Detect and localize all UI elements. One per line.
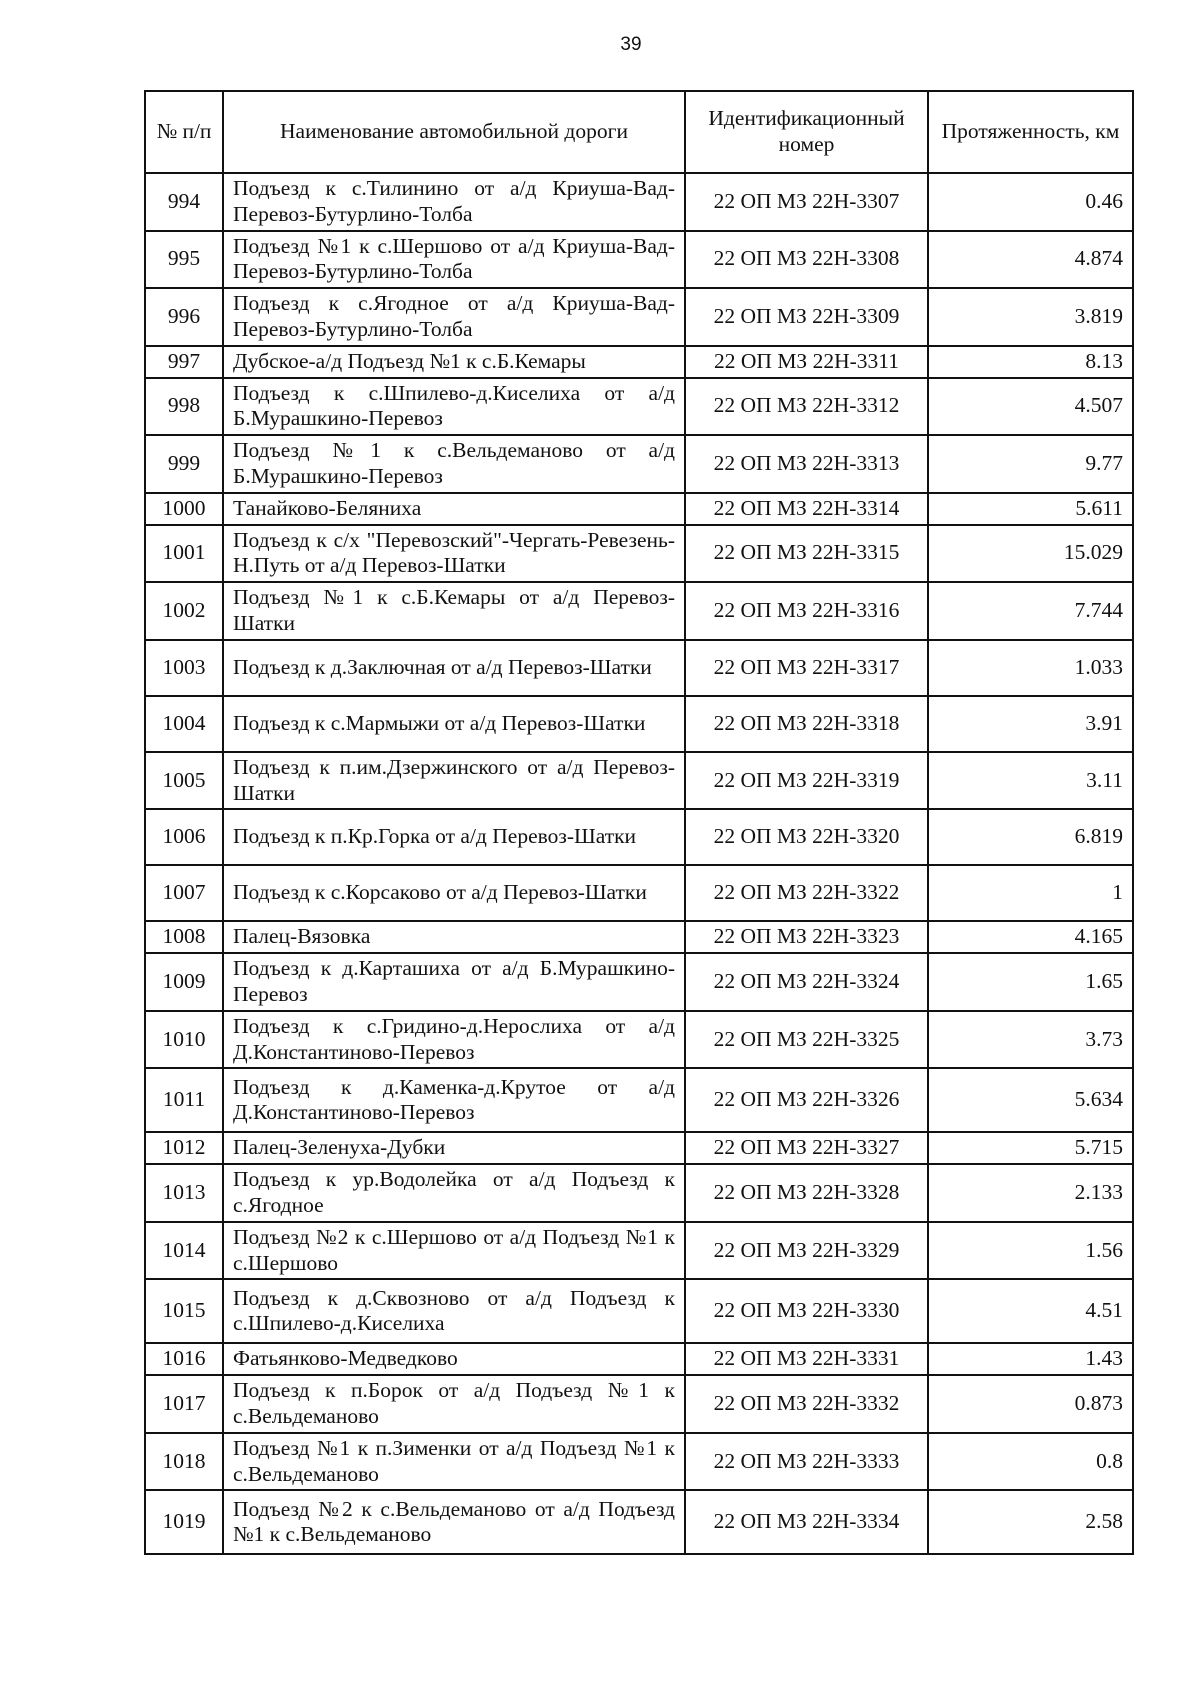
cell-road-name: Дубское-а/д Подъезд №1 к с.Б.Кемары [223, 346, 685, 378]
cell-number: 1009 [145, 953, 223, 1011]
cell-number: 1017 [145, 1375, 223, 1433]
table-row [145, 1132, 1133, 1164]
cell-number: 1018 [145, 1433, 223, 1491]
table-row [145, 525, 1133, 583]
table-row [145, 493, 1133, 525]
table-row [145, 1068, 1133, 1132]
cell-length: 9.77 [928, 435, 1133, 493]
cell-identification-number: 22 ОП МЗ 22Н-3323 [685, 921, 928, 953]
cell-identification-number: 22 ОП МЗ 22Н-3317 [685, 640, 928, 696]
cell-identification-number: 22 ОП МЗ 22Н-3314 [685, 493, 928, 525]
table-row [145, 1164, 1133, 1222]
cell-length: 15.029 [928, 525, 1133, 583]
cell-length: 2.133 [928, 1164, 1133, 1222]
cell-identification-number: 22 ОП МЗ 22Н-3319 [685, 752, 928, 810]
cell-identification-number: 22 ОП МЗ 22Н-3326 [685, 1068, 928, 1132]
cell-length: 1 [928, 865, 1133, 921]
cell-identification-number: 22 ОП МЗ 22Н-3324 [685, 953, 928, 1011]
table-row [145, 1011, 1133, 1069]
table-row [145, 1343, 1133, 1375]
cell-number: 1004 [145, 696, 223, 752]
cell-road-name: Фатьянково-Медведково [223, 1343, 685, 1375]
cell-identification-number: 22 ОП МЗ 22Н-3334 [685, 1490, 928, 1554]
cell-number: 994 [145, 173, 223, 231]
header-identification-number: Идентификационный номер [685, 91, 928, 173]
cell-length: 7.744 [928, 582, 1133, 640]
cell-road-name: Палец-Вязовка [223, 921, 685, 953]
cell-length: 4.51 [928, 1279, 1133, 1343]
cell-road-name: Подъезд к с.Тилинино от а/д Криуша-Вад-Перевоз-Бутурлино-Толба [223, 173, 685, 231]
cell-road-name: Подъезд к п.Борок от а/д Подъезд №1 к с.Вельдеманово [223, 1375, 685, 1433]
cell-identification-number: 22 ОП МЗ 22Н-3325 [685, 1011, 928, 1069]
cell-length: 3.91 [928, 696, 1133, 752]
cell-number: 997 [145, 346, 223, 378]
cell-identification-number: 22 ОП МЗ 22Н-3313 [685, 435, 928, 493]
cell-number: 1019 [145, 1490, 223, 1554]
cell-number: 1012 [145, 1132, 223, 1164]
cell-length: 4.165 [928, 921, 1133, 953]
cell-road-name: Подъезд к п.Кр.Горка от а/д Перевоз-Шатки [223, 809, 685, 865]
cell-number: 995 [145, 231, 223, 289]
table-row [145, 696, 1133, 752]
cell-length: 4.507 [928, 378, 1133, 436]
cell-road-name: Подъезд №1 к с.Шершово от а/д Криуша-Вад-Перевоз-Бутурлино-Толба [223, 231, 685, 289]
cell-identification-number: 22 ОП МЗ 22Н-3329 [685, 1222, 928, 1280]
table-row [145, 1433, 1133, 1491]
cell-identification-number: 22 ОП МЗ 22Н-3327 [685, 1132, 928, 1164]
cell-road-name: Подъезд к д.Заключная от а/д Перевоз-Шатки [223, 640, 685, 696]
cell-road-name: Подъезд к д.Каменка-д.Крутое от а/д Д.Константиново-Перевоз [223, 1068, 685, 1132]
cell-identification-number: 22 ОП МЗ 22Н-3315 [685, 525, 928, 583]
table-row [145, 752, 1133, 810]
cell-length: 5.611 [928, 493, 1133, 525]
table-row [145, 582, 1133, 640]
cell-road-name: Подъезд к д.Карташиха от а/д Б.Мурашкино-Перевоз [223, 953, 685, 1011]
table-row [145, 346, 1133, 378]
table-body [145, 173, 1133, 1554]
table-row [145, 378, 1133, 436]
cell-number: 1008 [145, 921, 223, 953]
cell-identification-number: 22 ОП МЗ 22Н-3309 [685, 288, 928, 346]
cell-road-name: Подъезд к с.Гридино-д.Нерослиха от а/д Д.Константиново-Перевоз [223, 1011, 685, 1069]
cell-length: 0.873 [928, 1375, 1133, 1433]
cell-number: 1010 [145, 1011, 223, 1069]
cell-length: 5.634 [928, 1068, 1133, 1132]
cell-number: 1005 [145, 752, 223, 810]
cell-length: 0.8 [928, 1433, 1133, 1491]
page-number: 39 [620, 34, 642, 55]
table-row [145, 865, 1133, 921]
cell-length: 2.58 [928, 1490, 1133, 1554]
cell-identification-number: 22 ОП МЗ 22Н-3320 [685, 809, 928, 865]
cell-length: 5.715 [928, 1132, 1133, 1164]
table-header-row [145, 91, 1133, 173]
cell-identification-number: 22 ОП МЗ 22Н-3311 [685, 346, 928, 378]
cell-length: 0.46 [928, 173, 1133, 231]
cell-length: 6.819 [928, 809, 1133, 865]
cell-road-name: Палец-Зеленуха-Дубки [223, 1132, 685, 1164]
cell-identification-number: 22 ОП МЗ 22Н-3330 [685, 1279, 928, 1343]
table-row [145, 640, 1133, 696]
cell-number: 1003 [145, 640, 223, 696]
cell-length: 1.56 [928, 1222, 1133, 1280]
cell-length: 3.11 [928, 752, 1133, 810]
header-length: Протяженность, км [928, 91, 1133, 173]
table-row [145, 231, 1133, 289]
cell-length: 1.033 [928, 640, 1133, 696]
table-row [145, 1279, 1133, 1343]
cell-length: 1.65 [928, 953, 1133, 1011]
table-row [145, 1375, 1133, 1433]
cell-number: 1001 [145, 525, 223, 583]
cell-number: 1015 [145, 1279, 223, 1343]
cell-identification-number: 22 ОП МЗ 22Н-3322 [685, 865, 928, 921]
table-row [145, 953, 1133, 1011]
cell-number: 1006 [145, 809, 223, 865]
cell-road-name: Подъезд №1 к с.Б.Кемары от а/д Перевоз-Шатки [223, 582, 685, 640]
cell-road-name: Подъезд к с.Корсаково от а/д Перевоз-Шатки [223, 865, 685, 921]
roads-table [144, 90, 1134, 1555]
cell-road-name: Подъезд к с/х "Перевозский"-Чергать-Ревезень-Н.Путь от а/д Перевоз-Шатки [223, 525, 685, 583]
cell-road-name: Подъезд к ур.Водолейка от а/д Подъезд к с.Ягодное [223, 1164, 685, 1222]
cell-identification-number: 22 ОП МЗ 22Н-3308 [685, 231, 928, 289]
cell-length: 8.13 [928, 346, 1133, 378]
cell-road-name: Подъезд к с.Мармыжи от а/д Перевоз-Шатки [223, 696, 685, 752]
cell-identification-number: 22 ОП МЗ 22Н-3318 [685, 696, 928, 752]
cell-number: 996 [145, 288, 223, 346]
cell-identification-number: 22 ОП МЗ 22Н-3333 [685, 1433, 928, 1491]
cell-number: 999 [145, 435, 223, 493]
header-number: № п/п [145, 91, 223, 173]
cell-identification-number: 22 ОП МЗ 22Н-3328 [685, 1164, 928, 1222]
cell-road-name: Подъезд к д.Сквозново от а/д Подъезд к с.Шпилево-д.Киселиха [223, 1279, 685, 1343]
cell-identification-number: 22 ОП МЗ 22Н-3332 [685, 1375, 928, 1433]
table-row [145, 288, 1133, 346]
cell-number: 1016 [145, 1343, 223, 1375]
cell-length: 1.43 [928, 1343, 1133, 1375]
cell-identification-number: 22 ОП МЗ 22Н-3307 [685, 173, 928, 231]
cell-number: 1007 [145, 865, 223, 921]
cell-number: 1013 [145, 1164, 223, 1222]
cell-identification-number: 22 ОП МЗ 22Н-3316 [685, 582, 928, 640]
table-row [145, 1222, 1133, 1280]
table-row [145, 809, 1133, 865]
cell-identification-number: 22 ОП МЗ 22Н-3312 [685, 378, 928, 436]
table-row [145, 435, 1133, 493]
cell-number: 1002 [145, 582, 223, 640]
cell-number: 998 [145, 378, 223, 436]
cell-length: 3.73 [928, 1011, 1133, 1069]
header-road-name: Наименование автомобильной дороги [223, 91, 685, 173]
cell-length: 4.874 [928, 231, 1133, 289]
cell-identification-number: 22 ОП МЗ 22Н-3331 [685, 1343, 928, 1375]
cell-number: 1000 [145, 493, 223, 525]
cell-number: 1014 [145, 1222, 223, 1280]
cell-road-name: Подъезд №1 к п.Зименки от а/д Подъезд №1 к с.Вельдеманово [223, 1433, 685, 1491]
table-row [145, 921, 1133, 953]
cell-road-name: Подъезд к с.Шпилево-д.Киселиха от а/д Б.Мурашкино-Перевоз [223, 378, 685, 436]
cell-number: 1011 [145, 1068, 223, 1132]
cell-road-name: Подъезд к п.им.Дзержинского от а/д Перевоз-Шатки [223, 752, 685, 810]
table-row [145, 1490, 1133, 1554]
cell-road-name: Танайково-Беляниха [223, 493, 685, 525]
cell-road-name: Подъезд №2 к с.Вельдеманово от а/д Подъезд №1 к с.Вельдеманово [223, 1490, 685, 1554]
table-row [145, 173, 1133, 231]
cell-length: 3.819 [928, 288, 1133, 346]
cell-road-name: Подъезд №1 к с.Вельдеманово от а/д Б.Мурашкино-Перевоз [223, 435, 685, 493]
cell-road-name: Подъезд №2 к с.Шершово от а/д Подъезд №1 к с.Шершово [223, 1222, 685, 1280]
cell-road-name: Подъезд к с.Ягодное от а/д Криуша-Вад-Перевоз-Бутурлино-Толба [223, 288, 685, 346]
